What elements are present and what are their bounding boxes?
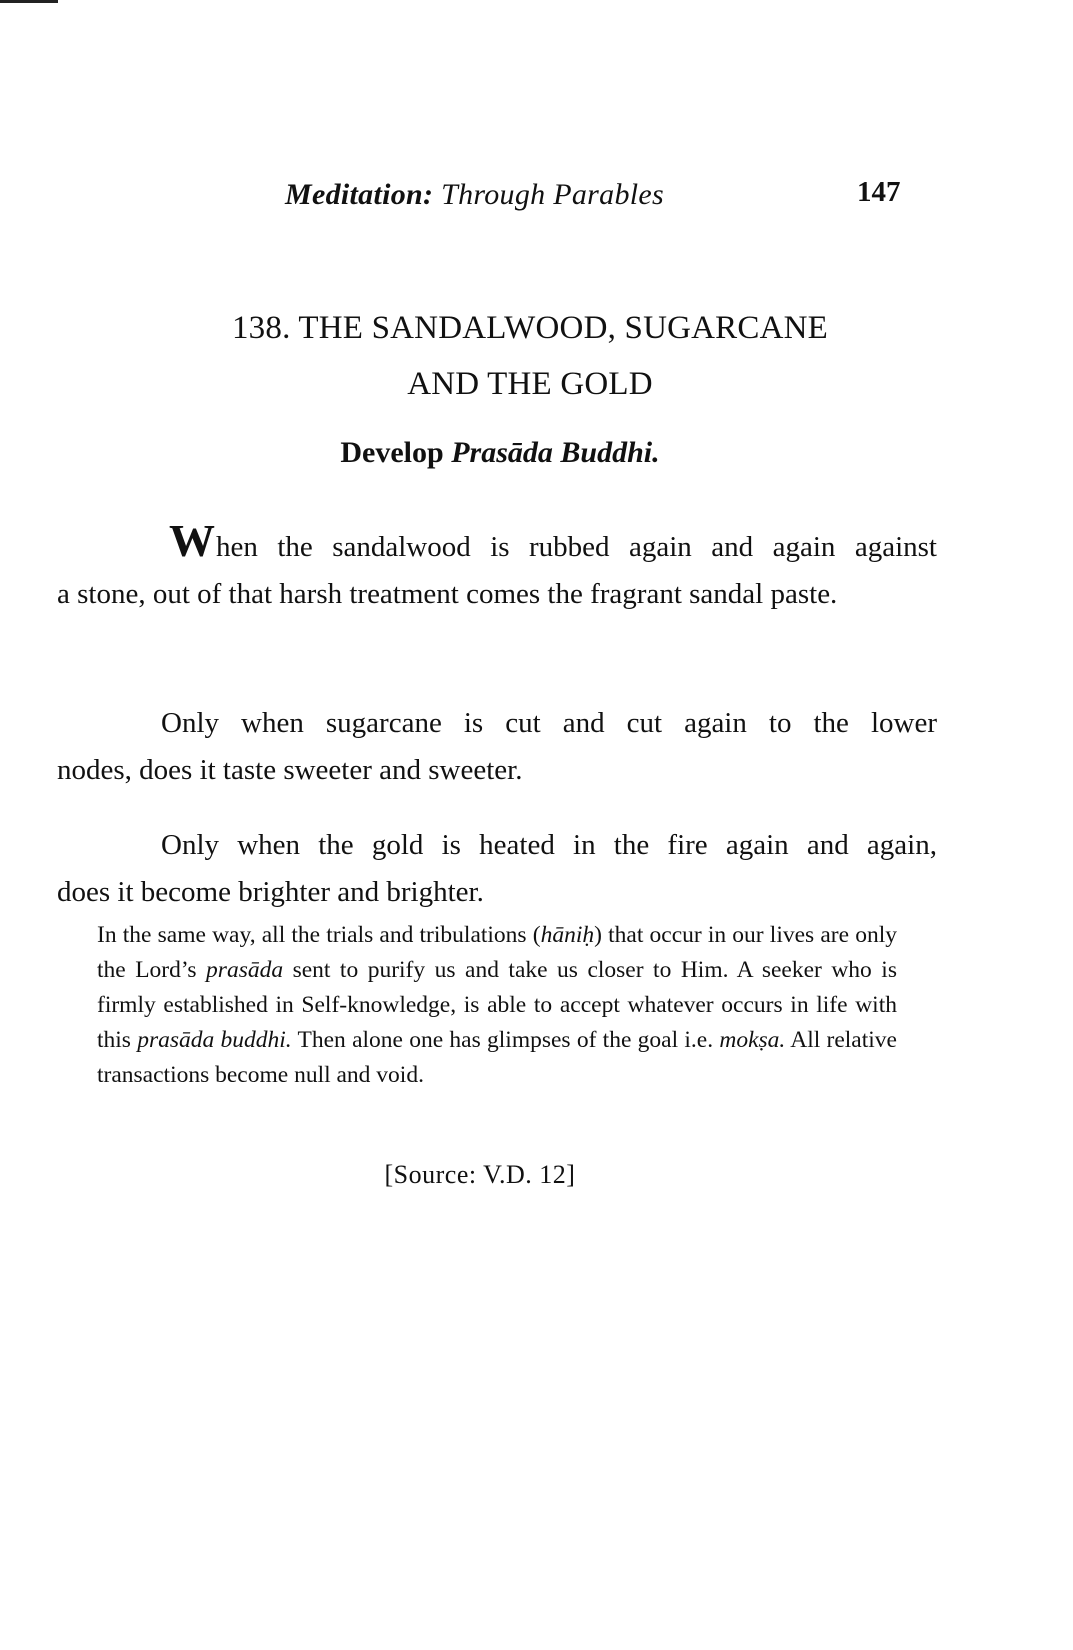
paragraph-gold-rest: does it become brighter and brighter. [57, 876, 484, 908]
commentary-text-1: In the same way, all the trials and tribulations ( [97, 922, 541, 948]
maxim [0, 436, 1000, 470]
maxim-lead: Develop [340, 436, 452, 469]
paragraph-sandalwood [57, 515, 937, 618]
paragraph-gold-first-line: Only when the gold is heated in the fire again and again, [161, 829, 937, 861]
paragraph-sugarcane-rest: nodes, does it taste sweeter and sweeter. [57, 754, 523, 786]
commentary-text-5: All relative transactions become null and void. [97, 1027, 897, 1088]
page-number: 147 [857, 176, 901, 208]
running-head-rest: Through Parables [433, 178, 664, 211]
paragraph-sandalwood-first-line [57, 515, 937, 571]
commentary-term-moksa: mokṣa. [719, 1027, 786, 1053]
commentary-term-prasada-buddhi: prasāda buddhi. [137, 1027, 292, 1053]
commentary-term-prasada: prasāda [206, 957, 284, 983]
page-edge-mark [0, 0, 58, 3]
paragraph-sugarcane-first-line: Only when sugarcane is cut and cut again to the lower [161, 707, 937, 739]
paragraph-sandalwood-first-text: hen the sandalwood is rubbed again and again against [216, 531, 937, 563]
drop-cap: W [169, 515, 215, 566]
paragraph-gold [57, 822, 937, 916]
commentary-text-2: ) that occur in our lives are only the Lord’s [97, 922, 897, 983]
commentary-term-hanih: hāniḥ [540, 922, 595, 948]
running-head [285, 178, 664, 212]
chapter-title-line-1: 138. THE SANDALWOOD, SUGARCANE [231, 310, 829, 346]
chapter-title-line-2: AND THE GOLD [407, 366, 653, 402]
commentary-text-3: sent to purify us and take us closer to Him. A seeker who is firmly established in Self-knowledge, is able to accept whatever occurs in life with this [97, 957, 897, 1053]
running-head-bold: Meditation: [285, 178, 434, 211]
paragraph-sugarcane [57, 700, 937, 794]
maxim-emphasis: Prasāda Buddhi. [451, 436, 660, 469]
paragraph-sandalwood-rest: a stone, out of that harsh treatment comes the fragrant sandal paste. [57, 578, 838, 610]
commentary-text-4: Then alone one has glimpses of the goal i.e. [291, 1027, 720, 1053]
commentary-paragraph [97, 918, 897, 1093]
source-citation: [Source: V.D. 12] [384, 1160, 576, 1189]
chapter-title [100, 300, 960, 412]
